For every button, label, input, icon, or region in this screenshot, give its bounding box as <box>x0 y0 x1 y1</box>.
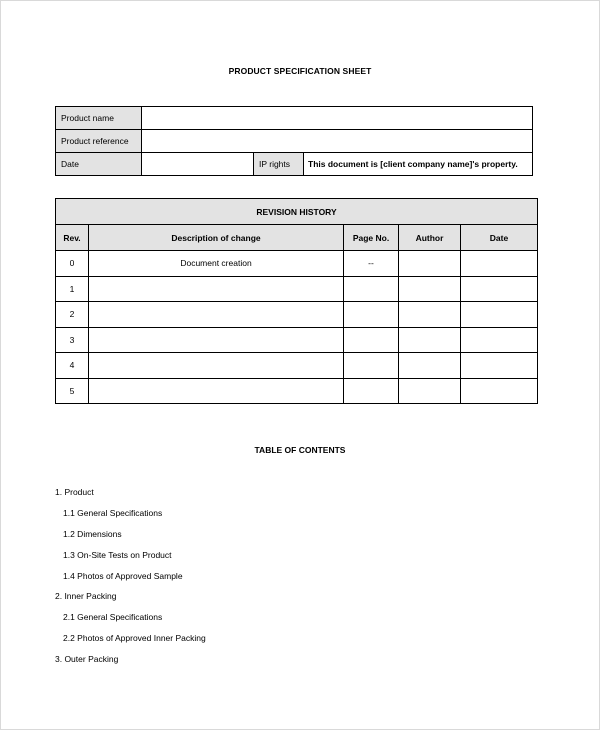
rev-date[interactable] <box>461 302 538 328</box>
table-row <box>56 327 538 353</box>
toc-item-on-site-tests[interactable]: 1.3 On-Site Tests on Product <box>63 550 172 560</box>
rev-description[interactable] <box>89 276 344 302</box>
document-title: PRODUCT SPECIFICATION SHEET <box>228 66 372 76</box>
date-label: Date <box>56 153 142 176</box>
rev-date[interactable] <box>461 327 538 353</box>
rev-page-no[interactable]: -- <box>344 251 399 277</box>
rev-description[interactable] <box>89 327 344 353</box>
rev-number: 5 <box>56 378 89 404</box>
header-description: Description of change <box>89 225 344 251</box>
ip-rights-label: IP rights <box>254 153 304 176</box>
toc-title: TABLE OF CONTENTS <box>254 445 346 455</box>
rev-author[interactable] <box>399 276 461 302</box>
rev-number: 0 <box>56 251 89 277</box>
toc-item-inner-packing[interactable]: 2. Inner Packing <box>55 591 117 601</box>
rev-date[interactable] <box>461 378 538 404</box>
header-page-no: Page No. <box>344 225 399 251</box>
toc-item-product[interactable]: 1. Product <box>55 487 94 497</box>
toc-item-dimensions[interactable]: 1.2 Dimensions <box>63 529 122 539</box>
rev-date[interactable] <box>461 353 538 379</box>
rev-description[interactable] <box>89 378 344 404</box>
rev-number: 1 <box>56 276 89 302</box>
product-name-label: Product name <box>56 107 142 130</box>
table-row <box>56 276 538 302</box>
revision-history-table <box>55 198 538 404</box>
rev-number: 3 <box>56 327 89 353</box>
table-row <box>56 378 538 404</box>
rev-page-no[interactable] <box>344 276 399 302</box>
revision-history-title: REVISION HISTORY <box>56 199 538 225</box>
product-reference-field[interactable] <box>142 130 533 153</box>
product-name-field[interactable] <box>142 107 533 130</box>
header-date: Date <box>461 225 538 251</box>
rev-page-no[interactable] <box>344 302 399 328</box>
rev-page-no[interactable] <box>344 378 399 404</box>
rev-description[interactable] <box>89 353 344 379</box>
table-row <box>56 251 538 277</box>
rev-author[interactable] <box>399 251 461 277</box>
rev-number: 2 <box>56 302 89 328</box>
toc-item-photos-approved-sample[interactable]: 1.4 Photos of Approved Sample <box>63 571 183 581</box>
rev-author[interactable] <box>399 378 461 404</box>
table-row <box>56 353 538 379</box>
header-rev: Rev. <box>56 225 89 251</box>
rev-author[interactable] <box>399 302 461 328</box>
rev-date[interactable] <box>461 251 538 277</box>
rev-page-no[interactable] <box>344 327 399 353</box>
rev-number: 4 <box>56 353 89 379</box>
revision-history-title-row <box>56 199 538 225</box>
product-name-row <box>56 107 533 130</box>
rev-page-no[interactable] <box>344 353 399 379</box>
table-row <box>56 302 538 328</box>
rev-date[interactable] <box>461 276 538 302</box>
product-info-table <box>55 106 533 176</box>
ip-rights-value: This document is [client company name]'s property. <box>304 153 533 176</box>
product-reference-row <box>56 130 533 153</box>
header-author: Author <box>399 225 461 251</box>
date-row <box>56 153 533 176</box>
toc-item-outer-packing[interactable]: 3. Outer Packing <box>55 654 119 664</box>
rev-description[interactable] <box>89 302 344 328</box>
toc-item-inner-general-specifications[interactable]: 2.1 General Specifications <box>63 612 163 622</box>
rev-author[interactable] <box>399 353 461 379</box>
rev-author[interactable] <box>399 327 461 353</box>
rev-description[interactable]: Document creation <box>89 251 344 277</box>
date-field[interactable] <box>142 153 254 176</box>
toc-item-general-specifications[interactable]: 1.1 General Specifications <box>63 508 163 518</box>
product-reference-label: Product reference <box>56 130 142 153</box>
revision-header-row <box>56 225 538 251</box>
toc-item-photos-approved-inner-packing[interactable]: 2.2 Photos of Approved Inner Packing <box>63 633 206 643</box>
